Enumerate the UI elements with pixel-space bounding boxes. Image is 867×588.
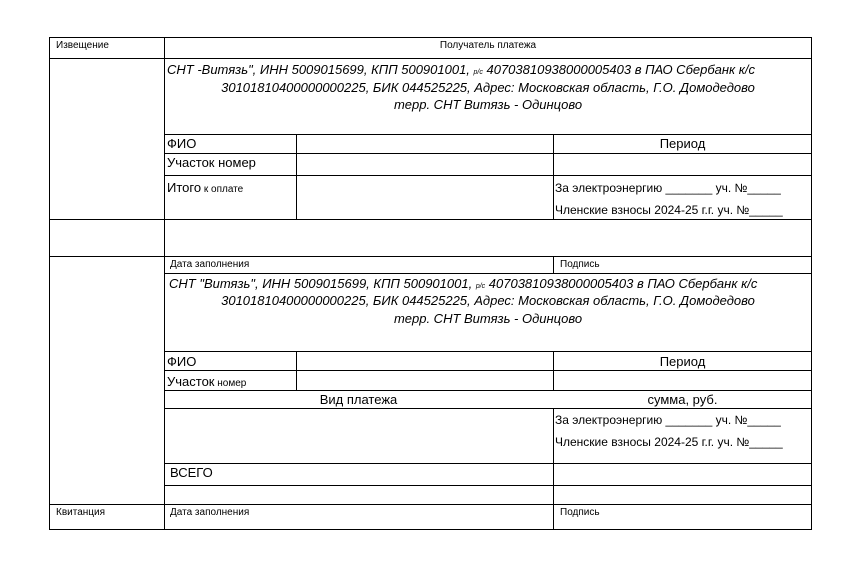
bottom-plot-big: Участок — [167, 374, 215, 389]
rule-bottom-date — [164, 273, 812, 274]
recipient-bottom-line1-post: 40703810938000005403 в ПАО Сбербанк к/с — [485, 276, 758, 291]
recipient-top-rs: р/с — [473, 69, 483, 76]
recipient-bottom-line3: терр. СНТ Витязь - Одинцово — [393, 311, 583, 326]
recipient-header: Получатель платежа — [439, 40, 537, 51]
notice-label: Извещение — [56, 40, 109, 51]
recipient-top-line1 — [167, 63, 755, 76]
rule-bottom-total — [164, 463, 812, 464]
amount-label: сумма, руб. — [647, 392, 718, 407]
recipient-top-line1-post: 40703810938000005403 в ПАО Сбербанк к/с — [482, 62, 756, 77]
bottom-fill-date-label: Дата заполнения — [170, 259, 250, 270]
bottom-fio-label: ФИО — [167, 354, 197, 369]
recipient-bottom-line2: 30101810400000000225, БИК 044525225, Адрес: Московская область, Г.О. Домодедово — [221, 293, 755, 308]
receipt-fill-date-label: Дата заполнения — [170, 507, 250, 518]
top-period-label: Период — [659, 136, 706, 151]
top-total-big: Итого — [167, 180, 202, 195]
rule-top-total — [164, 175, 812, 176]
bottom-plot-small: номер — [214, 378, 247, 389]
bottom-signature-label: Подпись — [560, 259, 600, 270]
payment-type-label: Вид платежа — [319, 392, 398, 407]
rule-top-plot — [164, 153, 812, 154]
bottom-fees-line: Членские взносы 2024-25 г.г. уч. №_____ — [555, 435, 783, 449]
recipient-top-line1-pre: СНТ -Витязь", ИНН 5009015699, КПП 500901001, — [167, 62, 474, 77]
top-fio-label: ФИО — [167, 136, 197, 151]
col-bottom-2b — [553, 408, 554, 505]
top-plot-label: Участок номер — [167, 155, 256, 170]
recipient-bottom-line1-pre: СНТ "Витязь", ИНН 5009015699, КПП 500901001, — [169, 276, 476, 291]
rule-header — [49, 58, 812, 59]
rule-blank-row-end — [49, 256, 812, 257]
rule-bottom-plot — [164, 370, 812, 371]
recipient-bottom-line1 — [169, 277, 757, 290]
rule-bottom-type — [164, 390, 812, 391]
col-receipt — [553, 504, 554, 530]
rule-top-fio — [164, 134, 812, 135]
top-total-label — [167, 180, 243, 196]
recipient-top-line3: терр. СНТ Витязь - Одинцово — [393, 97, 583, 112]
top-electricity-line: За электроэнергию _______ уч. №_____ — [555, 181, 781, 195]
rule-section-top-end — [49, 219, 812, 220]
rule-bottom-last — [164, 485, 812, 486]
bottom-plot-label — [167, 374, 246, 390]
top-total-small: к оплате — [201, 184, 244, 195]
bottom-electricity-line: За электроэнергию _______ уч. №_____ — [555, 413, 781, 427]
rule-bottom-fio — [164, 351, 812, 352]
recipient-top-line2: 30101810400000000225, БИК 044525225, Адрес: Московская область, Г.О. Домодедово — [221, 80, 755, 95]
top-fees-line: Членские взносы 2024-25 г.г. уч. №_____ — [555, 203, 783, 217]
bottom-period-label: Период — [659, 354, 706, 369]
rule-receipt-start — [49, 504, 812, 505]
recipient-bottom-rs: р/с — [475, 283, 486, 290]
receipt-signature-label: Подпись — [560, 507, 600, 518]
rule-bottom-amount — [164, 408, 812, 409]
col-bottom-1 — [296, 351, 297, 391]
col-top-1 — [296, 134, 297, 220]
border-left — [49, 37, 50, 530]
bottom-total-label: ВСЕГО — [170, 465, 213, 480]
col-bottom-date — [553, 256, 554, 274]
receipt-label: Квитанция — [56, 507, 106, 518]
